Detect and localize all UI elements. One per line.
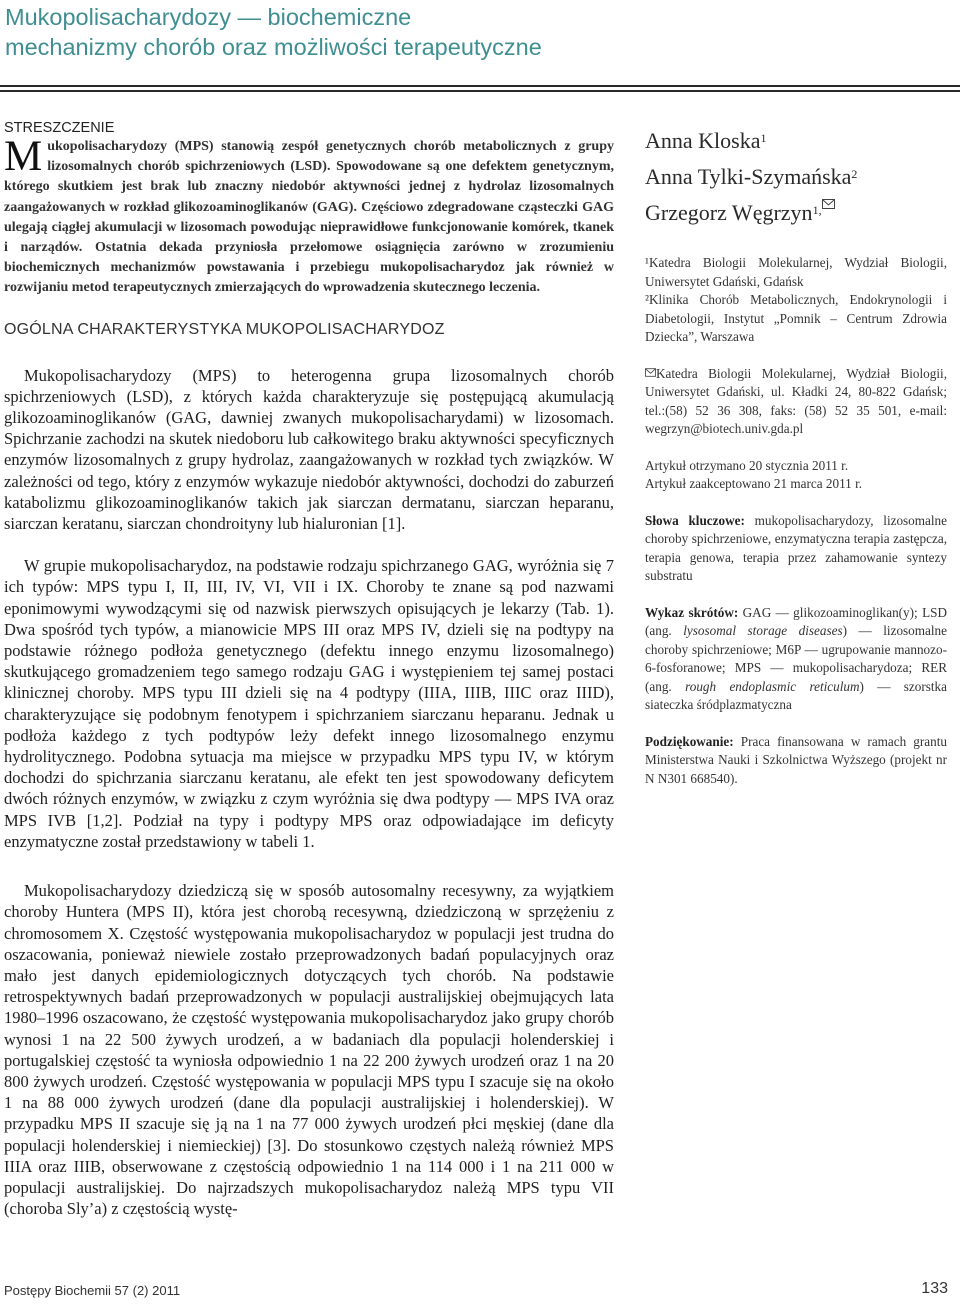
acknowledgements-label: Podziękowanie:	[645, 733, 734, 749]
affiliation-1: ¹Katedra Biologii Molekularnej, Wydział Biologii, Uniwersytet Gdański, Gdańsk	[645, 255, 947, 289]
abbreviations-text-3: ) — szorstka siateczka śródplazmatyczna	[645, 678, 947, 712]
correspondence	[645, 365, 947, 439]
abbreviations-text-2: ) — lizosomalne choroby spichrzeniowe; M6P — ugrupowanie mannozo-6-fosforanowe; MPS — mukopolisacharydoza; RER (ang.	[645, 623, 947, 694]
title-rule-bottom	[0, 90, 960, 92]
acknowledgements	[645, 733, 947, 789]
section-heading: OGÓLNA CHARAKTERYSTYKA MUKOPOLISACHARYDOZ	[4, 320, 445, 338]
author-1-name: Anna Kloska	[645, 128, 761, 153]
author-2	[645, 161, 947, 192]
received-date: Artykuł otrzymano 20 stycznia 2011 r.	[645, 457, 849, 473]
author-1-sup: 1	[760, 131, 767, 145]
main-column	[4, 120, 614, 1240]
paragraph-2: W grupie mukopolisacharydoz, na podstawie rodzaju spichrzanego GAG, wyróżnia się 7 ich typów: MPS typu I, II, III, IV, VI, VII i IX. Choroby te znane są pod nazwami eponimowymi wywodzącymi się od nazwisk pierwszych opisujących je lekarzy (Tab. 1). Dwa spośród tych typów, a mianowicie MPS III oraz MPS IV, dzieli się na podtypy na podstawie różnego podłoża genetycznego (defektu innego enzymu lizosomalnego) skutkującego gromadzeniem tego samego rodzaju GAG i występieniem tej samej postaci klinicznej choroby. MPS typu III dzieli się na 4 podtypy (IIIA, IIIB, IIIC oraz IIID), charakteryzujące się podobnym fenotypem i spichrzaniem siarczanu heparanu. Jednak u podłoża każdego z tych podtypów leży defekt innego lizosomalnego enzymu hydrolitycznego. Podobna sytuacja ma miejsce w przypadku MPS typu IV, w którym dochodzi do spichrzania siarczanu keratanu, ale efekt ten jest spowodowany deficytem dwóch różnych enzymów, w związku z czym wyróżnia się dwa podtypy — MPS IVA oraz MPS IVB [1,2]. Podział na typy i podtypy MPS oraz odpowiadające im deficyty enzymatyczne został przedstawiony w tabeli 1.	[4, 556, 614, 851]
keywords	[645, 512, 947, 586]
abstract-body: ukopolisacharydozy (MPS) stanowią zespół genetycznych chorób metabolicznych z grupy lizosomalnych chorób spichrzeniowych (LSD). Spowodowane są one defektem genetycznym, którego skutkiem jest brak lub znaczny niedobór aktywności jednej z hydrolaz lizosomalnych zaangażowanych w rozkład glikozoaminoglikanów (GAG). Częściowo zdegradowane cząsteczki GAG ulegają ciągłej akumulacji w lizosomach powodując nieprawidłowe funkcjonowanie komórek, tkanek i narządów. Ostatnia dekada przyniosła przełomowe osiągnięcia zarówno w zrozumieniu biochemicznych mechanizmów powstawania i przebiegu mukopolisacharydoz jak również w rozwijaniu metod terapeutycznych zmierzających do wprowadzenia skutecznego leczenia.	[4, 139, 614, 296]
abbreviations-italic-2: rough endoplasmic reticulum	[685, 678, 860, 694]
journal-citation: Postępy Biochemii 57 (2) 2011	[4, 1283, 181, 1298]
abstract-dropcap: M	[4, 133, 43, 180]
envelope-icon	[645, 368, 656, 377]
abbreviations	[645, 604, 947, 715]
author-3-name: Grzegorz Węgrzyn	[645, 200, 813, 225]
correspondence-text: Katedra Biologii Molekularnej, Wydział Biologii, Uniwersytet Gdański, ul. Kładki 24, 80-822 Gdańsk; tel.:(58) 52 36 308, faks: (58) 52 35 501, e-mail: wegrzyn@biotech.univ.gda.pl	[645, 365, 947, 436]
abbreviations-label: Wykaz skrótów:	[645, 604, 739, 620]
abstract-text	[4, 133, 614, 299]
author-1	[645, 125, 947, 156]
abbreviations-text-1: GAG — glikozoaminoglikan(y); LSD (ang.	[645, 604, 947, 638]
accepted-date: Artykuł zaakceptowano 21 marca 2011 r.	[645, 476, 863, 491]
keywords-label: Słowa kluczowe:	[645, 512, 745, 528]
page-number: 133	[921, 1280, 948, 1297]
title-line-1: Mukopolisacharydozy — biochemiczne	[5, 4, 412, 30]
paragraph-3: Mukopolisacharydozy dziedziczą się w sposób autosomalny recesywny, za wyjątkiem choroby Huntera (MPS II), która jest chorobą recesywną, dziedziczoną w sprzężeniu z chromosomem X. Częstość występowania mukopolisacharydoz w populacji jest trudna do oszacowania, ponieważ niewiele zostało przeprowadzonych badań populacyjnych oraz mało jest danych epidemiologicznych dotyczących tych chorób. Na podstawie retrospektywnych badań przeprowadzonych w populacji australijskiej obejmujących lata 1980–1996 oszacowano, że częstość występowania mukopolisacharydoz jako grupy chorób wynosi 1 na 22 500 żywych urodzeń, a w badaniach dla populacji holenderskiej i portugalskiej częstość ta wyniosła odpowiednio 1 na 22 200 żywych urodzeń oraz 1 na 20 800 żywych urodzeń. Częstość występowania w populacji MPS typu I szacuje się na około 1 na 88 000 żywych urodzeń (dane dla populacji australijskiej i holenderskiej). W przypadku MPS II szacuje się ją na 1 na 77 000 żywych urodzeń płci męskiej (dane dla populacji holenderskiej i niemieckiej) [3]. Do stosunkowo częstych należą również MPS IIIA oraz IIIB, obserwowane z częstością odpowiednio 1 na 114 000 i 1 na 211 000 w populacji australijskiej. Do najrzadszych mukopolisacharydoz należą MPS typu VII (choroba Sly’a) z częstością wystę-	[4, 881, 614, 1219]
sidebar-column	[645, 125, 947, 802]
author-3-sup: 1,	[812, 203, 822, 217]
title-rule-top	[0, 85, 960, 87]
envelope-icon	[822, 199, 835, 209]
paragraph-1: Mukopolisacharydozy (MPS) to heterogenna grupa lizosomalnych chorób spichrzeniowych (LSD), z których każda charakteryzuje się postępującą akumulacją glikozoaminoglikanów (GAG, dawniej zwanych mukopolisacharydami) w lizosomach. Spichrzanie zachodzi na skutek niedoboru lub całkowitego braku aktywności specyficznych enzymów lizosomalnych z grupy hydrolaz, zaangażowanych w rozkład tych związków. W zależności od tego, który z enzymów wykazuje niedobór aktywności, dochodzi do zaburzeń katabolizmu glikozoaminoglikanów takich jak siarczan dermatanu, siarczan heparanu, siarczan keratanu, siarczan chondroityny lub hialuronian [1].	[4, 365, 614, 534]
author-2-sup: 2	[851, 167, 858, 181]
abbreviations-italic-1: lysosomal storage diseases	[683, 623, 843, 638]
acknowledgements-text: Praca finansowana w ramach grantu Ministerstwa Nauki i Szkolnictwa Wyższego (projekt nr N N301 668540).	[645, 733, 947, 786]
author-2-name: Anna Tylki-Szymańska	[645, 164, 852, 189]
abstract-heading: STRESZCZENIE	[4, 120, 115, 136]
affiliation-2: ²Klinika Chorób Metabolicznych, Endokrynologii i Diabetologii, Instytut „Pomnik – Centrum Zdrowia Dziecka”, Warszawa	[645, 292, 947, 344]
article-title	[5, 2, 625, 62]
keywords-text: mukopolisacharydozy, lizosomalne choroby spichrzeniowe, enzymatyczna terapia zastępcza, terapia genowa, terapia przez zahamowanie syntezy substratu	[645, 512, 947, 583]
author-3	[645, 197, 947, 228]
title-line-2: mechanizmy chorób oraz możliwości terapeutyczne	[5, 34, 542, 60]
